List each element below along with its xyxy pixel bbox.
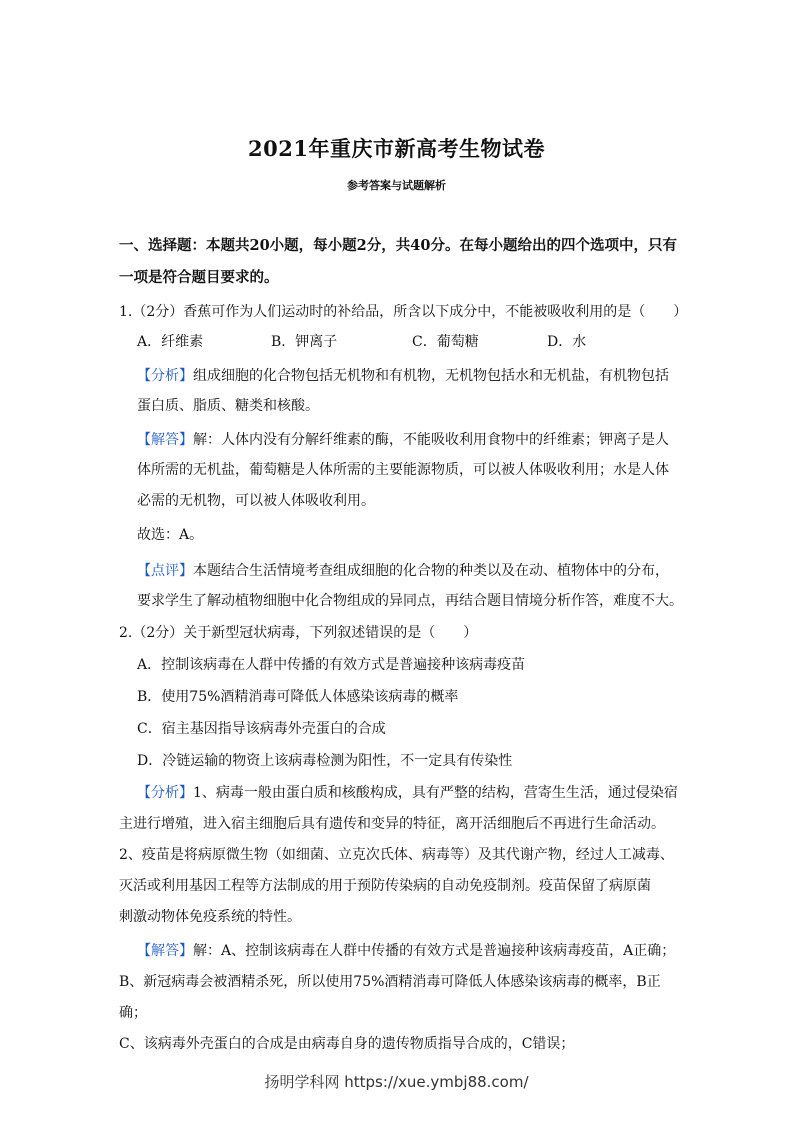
q2-analysis-line-5: 刺激动物体免疫系统的特性。 <box>119 909 301 925</box>
q1-answer-line-3: 必需的无机物，可以被人体吸收利用。 <box>137 493 375 509</box>
q2-analysis-line-2: 主进行增殖，进入宿主细胞后具有遗传和变异的特征，离开活细胞后不再进行生命活动。 <box>119 816 665 832</box>
q2-answer-line-4: C、该病毒外壳蛋白的合成是由病毒自身的遗传物质指导合成的，C错误； <box>119 1036 575 1052</box>
q2-analysis-line-4: 灭活或利用基因工程等方法制成的用于预防传染病的自动免疫制剂。疫苗保留了病原菌 <box>119 878 651 894</box>
q2-answer-line-3: 确； <box>119 1005 147 1021</box>
q1-choice: 故选：A。 <box>137 527 204 543</box>
section-header-line-2: 一项是符合题目要求的。 <box>119 269 279 286</box>
q1-comment-line-2: 要求学生了解动植物细胞中化合物组成的异同点，再结合题目情境分析作答，难度不大。 <box>137 593 683 609</box>
q2-analysis-line-1: 【分析】1、病毒一般由蛋白质和核酸构成，具有严整的结构，营寄生生活，通过侵染宿 <box>137 785 678 801</box>
q1-stem: 1.（2分）香蕉可作为人们运动时的补给品，所含以下成分中，不能被吸收利用的是（ ） <box>119 304 688 320</box>
q2-analysis-line-3: 2、疫苗是将病原微生物（如细菌、立克次氏体、病毒等）及其代谢产物，经过人工减毒、 <box>119 847 674 863</box>
q1-analysis-line-2: 蛋白质、脂质、糖类和核酸。 <box>137 398 319 414</box>
analysis-tag: 【分析】 <box>137 785 193 801</box>
q2-stem: 2.（2分）关于新型冠状病毒，下列叙述错误的是（ ） <box>119 625 478 641</box>
q1-option-a: A．纤维素 <box>137 334 204 350</box>
q1-analysis-line-1: 【分析】组成细胞的化合物包括无机物和有机物，无机物包括水和无机盐，有机物包括 <box>137 368 669 384</box>
comment-tag: 【点评】 <box>137 563 193 579</box>
answer-tag: 【解答】 <box>137 943 193 959</box>
q2-option-d: D．冷链运输的物资上该病毒检测为阳性，不一定具有传染性 <box>137 753 513 769</box>
answer-tag: 【解答】 <box>137 432 193 448</box>
page-subtitle: 参考答案与试题解析 <box>347 179 446 192</box>
page-title: 2021年重庆市新高考生物试卷 <box>248 136 545 161</box>
q1-option-c: C．葡萄糖 <box>412 334 479 350</box>
q2-answer-line-1: 【解答】解：A、控制该病毒在人群中传播的有效方式是普遍接种该病毒疫苗，A正确； <box>137 943 676 959</box>
q2-option-b: B．使用75%酒精消毒可降低人体感染该病毒的概率 <box>137 689 459 705</box>
q2-option-a: A．控制该病毒在人群中传播的有效方式是普遍接种该病毒疫苗 <box>137 657 526 673</box>
q2-answer-line-2: B、新冠病毒会被酒精杀死，所以使用75%酒精消毒可降低人体感染该病毒的概率，B正 <box>119 974 661 990</box>
q1-answer-line-1: 【解答】解：人体内没有分解纤维素的酶，不能吸收利用食物中的纤维素；钾离子是人 <box>137 432 669 448</box>
q2-option-c: C．宿主基因指导该病毒外壳蛋白的合成 <box>137 721 386 737</box>
q1-option-b: B．钾离子 <box>271 334 338 350</box>
section-header-line-1: 一、选择题：本题共20小题，每小题2分，共40分。在每小题给出的四个选项中，只有 <box>119 237 677 254</box>
q1-answer-line-2: 体所需的无机盐，葡萄糖是人体所需的主要能源物质，可以被人体吸收利用；水是人体 <box>137 462 669 478</box>
q1-option-d: D．水 <box>547 334 587 350</box>
footer-watermark: 扬明学科网 https://xue.ymbj88.com/ <box>264 1073 529 1091</box>
q1-comment-line-1: 【点评】本题结合生活情境考查组成细胞的化合物的种类以及在动、植物体中的分布， <box>137 563 669 579</box>
analysis-tag: 【分析】 <box>137 368 193 384</box>
